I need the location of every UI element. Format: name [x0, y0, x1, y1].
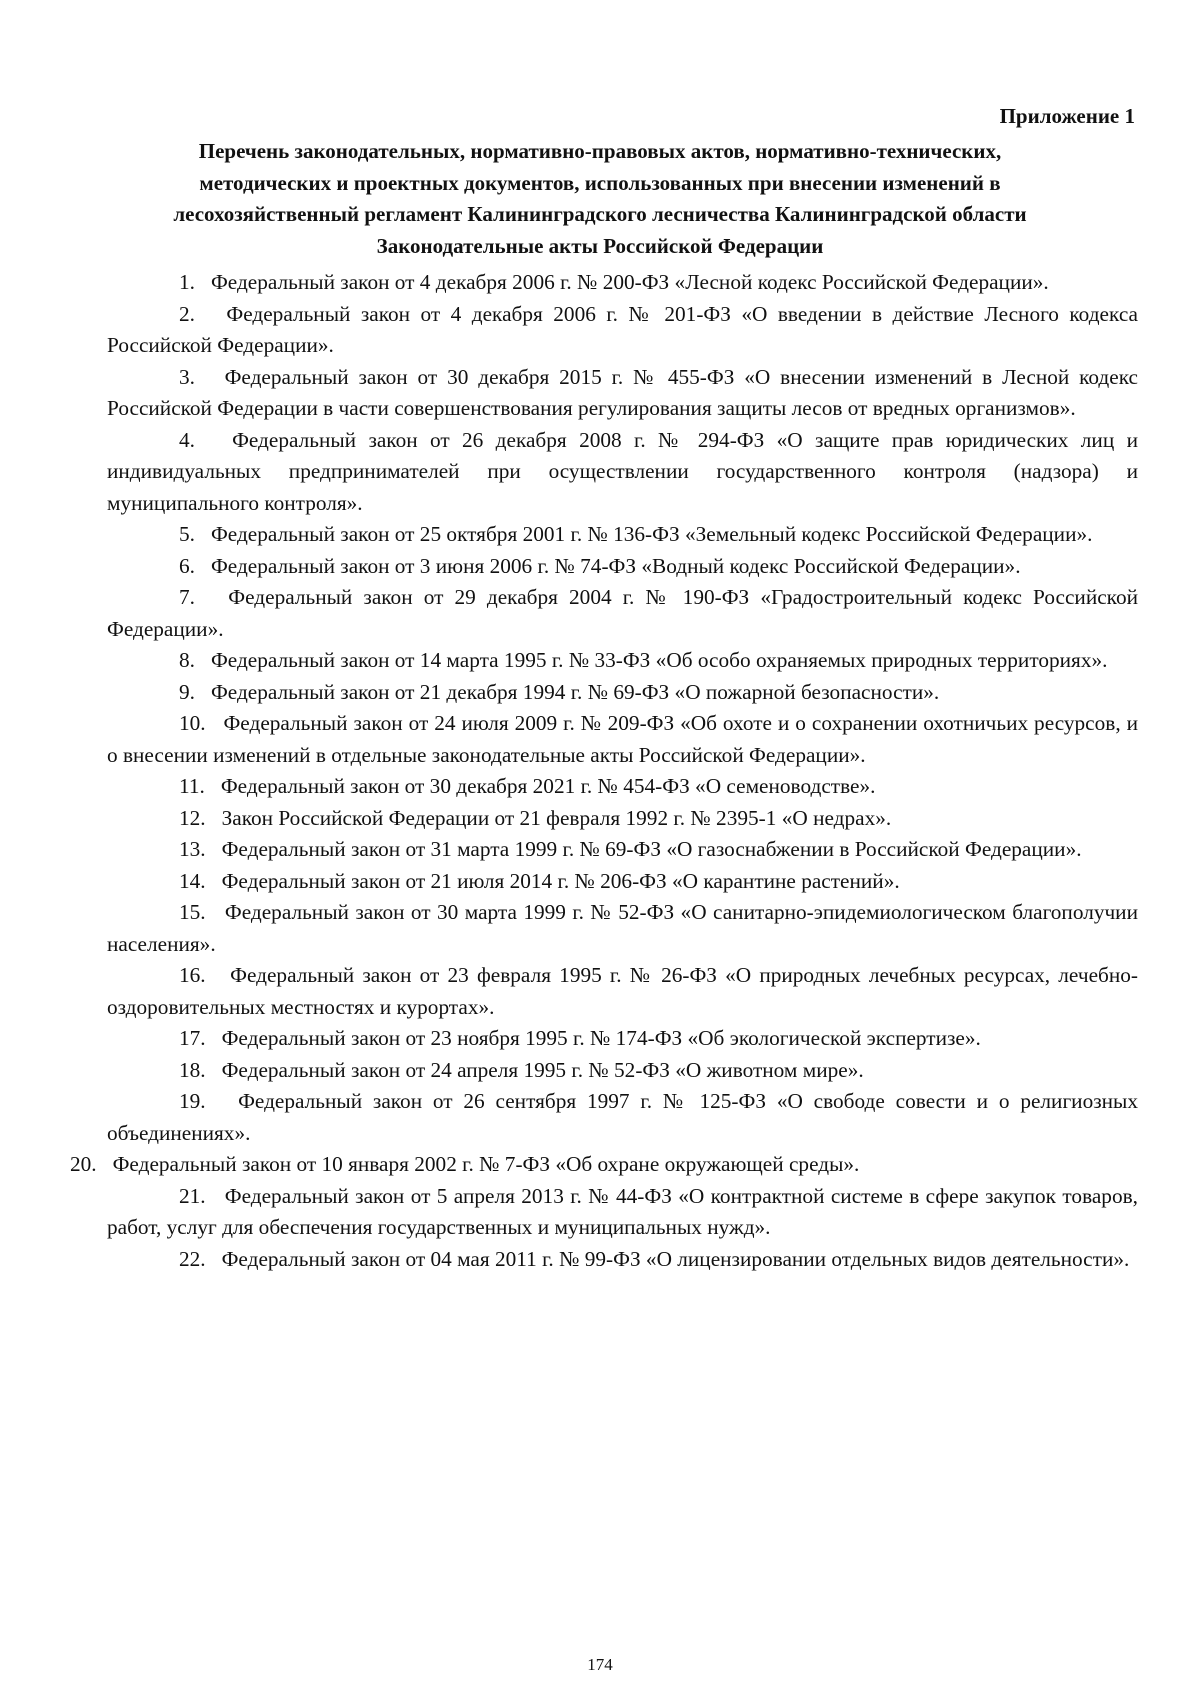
item-text: Федеральный закон от 25 октября 2001 г. № 136-ФЗ «Земельный кодекс Российской Федерации». [210, 522, 1093, 546]
item-text: Федеральный закон от 24 апреля 1995 г. № 52-ФЗ «О животном мире». [221, 1057, 864, 1082]
item-text: Федеральный закон от 4 декабря 2006 г. № 201-ФЗ «О введении в действие Лесного кодекса Российской Федерации». [107, 301, 1138, 357]
item-number: 3. [179, 364, 195, 389]
item-number: 20. [70, 1152, 97, 1176]
law-list-item [107, 1086, 1138, 1149]
law-list-item [107, 803, 1138, 835]
law-list-item [107, 299, 1138, 362]
law-list-item [107, 771, 1138, 803]
law-list-item [107, 1181, 1138, 1244]
law-list-item [107, 1055, 1138, 1087]
item-number: 14. [179, 868, 206, 893]
item-text: Федеральный закон от 30 марта 1999 г. № 52-ФЗ «О санитарно-эпидемиологическом благополучии населения». [107, 900, 1138, 956]
item-text: Федеральный закон от 26 декабря 2008 г. № 294-ФЗ «О защите прав юридических лиц и индивидуальных предпринимателей при осуществлении государственного контроля (надзора) и муниципального контроля». [107, 427, 1138, 515]
item-number: 19. [179, 1089, 206, 1113]
law-list-item [107, 645, 1138, 677]
title-line: лесохозяйственный регламент Калининградского лесничества Калининградской области [173, 202, 1027, 226]
law-list-item [107, 362, 1138, 425]
law-list [70, 267, 1138, 1275]
law-list-item [70, 1149, 1138, 1181]
item-text: Федеральный закон от 23 февраля 1995 г. № 26-ФЗ «О природных лечебных ресурсах, лечебно-оздоровительных местностях и курортах». [107, 963, 1138, 1019]
item-number: 4. [179, 427, 195, 452]
item-number: 12. [179, 805, 206, 830]
item-number: 11. [179, 774, 205, 798]
item-text: Федеральный закон от 26 сентября 1997 г. № 125-ФЗ «О свободе совести и о религиозных объединениях». [107, 1089, 1138, 1145]
item-text: Федеральный закон от 14 марта 1995 г. № 33-ФЗ «Об особо охраняемых природных территориях». [210, 648, 1108, 672]
item-text: Федеральный закон от 10 января 2002 г. № 7-ФЗ «Об охране окружающей среды». [112, 1152, 860, 1176]
item-text: Федеральный закон от 29 декабря 2004 г. № 190-ФЗ «Градостроительный кодекс Российской Федерации». [107, 585, 1138, 641]
item-text: Федеральный закон от 30 декабря 2015 г. № 455-ФЗ «О внесении изменений в Лесной кодекс Российской Федерации в части совершенствования регулирования защиты лесов от вредных организмов». [107, 364, 1138, 420]
law-list-item [107, 897, 1138, 960]
item-text: Федеральный закон от 24 июля 2009 г. № 209-ФЗ «Об охоте и о сохранении охотничьих ресурсов, и о внесении изменений в отдельные законодательные акты Российской Федерации». [107, 711, 1138, 767]
law-list-item [107, 519, 1138, 551]
item-number: 2. [179, 301, 195, 326]
item-number: 6. [179, 553, 195, 578]
item-text: Федеральный закон от 3 июня 2006 г. № 74-ФЗ «Водный кодекс Российской Федерации». [210, 553, 1021, 578]
law-list-item [107, 551, 1138, 583]
item-number: 1. [179, 270, 195, 294]
item-text: Федеральный закон от 21 декабря 1994 г. № 69-ФЗ «О пожарной безопасности». [210, 679, 940, 704]
law-list-item [107, 267, 1138, 299]
section-heading: Законодательные акты Российской Федерации [376, 233, 824, 258]
page-number: 174 [587, 1655, 613, 1674]
item-number: 13. [179, 837, 206, 861]
item-number: 22. [179, 1246, 206, 1271]
law-list-item [107, 708, 1138, 771]
item-number: 8. [179, 648, 195, 672]
item-number: 9. [179, 679, 195, 704]
item-number: 5. [179, 522, 195, 546]
item-number: 7. [179, 585, 195, 609]
item-text: Федеральный закон от 4 декабря 2006 г. № 200-ФЗ «Лесной кодекс Российской Федерации». [210, 270, 1049, 294]
item-number: 15. [179, 900, 206, 924]
item-text: Федеральный закон от 30 декабря 2021 г. № 454-ФЗ «О семеноводстве». [220, 774, 876, 798]
law-list-item [107, 960, 1138, 1023]
law-list-item [107, 677, 1138, 709]
item-number: 16. [179, 963, 206, 987]
item-number: 10. [179, 711, 206, 735]
item-number: 17. [179, 1026, 206, 1050]
law-list-item [107, 1023, 1138, 1055]
appendix-label: Приложение 1 [999, 104, 1135, 128]
item-text: Закон Российской Федерации от 21 февраля 1992 г. № 2395-1 «О недрах». [221, 805, 892, 830]
law-list-item [107, 425, 1138, 520]
law-list-item [107, 834, 1138, 866]
document-title [100, 136, 1100, 262]
item-text: Федеральный закон от 21 июля 2014 г. № 206-ФЗ «О карантине растений». [221, 868, 900, 893]
law-list-item [107, 1244, 1138, 1276]
law-list-item [107, 866, 1138, 898]
item-number: 18. [179, 1057, 206, 1082]
law-list-item [107, 582, 1138, 645]
item-text: Федеральный закон от 5 апреля 2013 г. № 44-ФЗ «О контрактной системе в сфере закупок товаров, работ, услуг для обеспечения государственных и муниципальных нужд». [107, 1183, 1138, 1239]
title-line: методических и проектных документов, использованных при внесении изменений в [199, 170, 1001, 195]
item-text: Федеральный закон от 04 мая 2011 г. № 99-ФЗ «О лицензировании отдельных видов деятельности». [221, 1246, 1130, 1271]
item-number: 21. [179, 1183, 206, 1208]
item-text: Федеральный закон от 31 марта 1999 г. № 69-ФЗ «О газоснабжении в Российской Федерации». [221, 837, 1082, 861]
item-text: Федеральный закон от 23 ноября 1995 г. № 174-ФЗ «Об экологической экспертизе». [221, 1026, 981, 1050]
title-line: Перечень законодательных, нормативно-правовых актов, нормативно-технических, [198, 139, 1002, 163]
